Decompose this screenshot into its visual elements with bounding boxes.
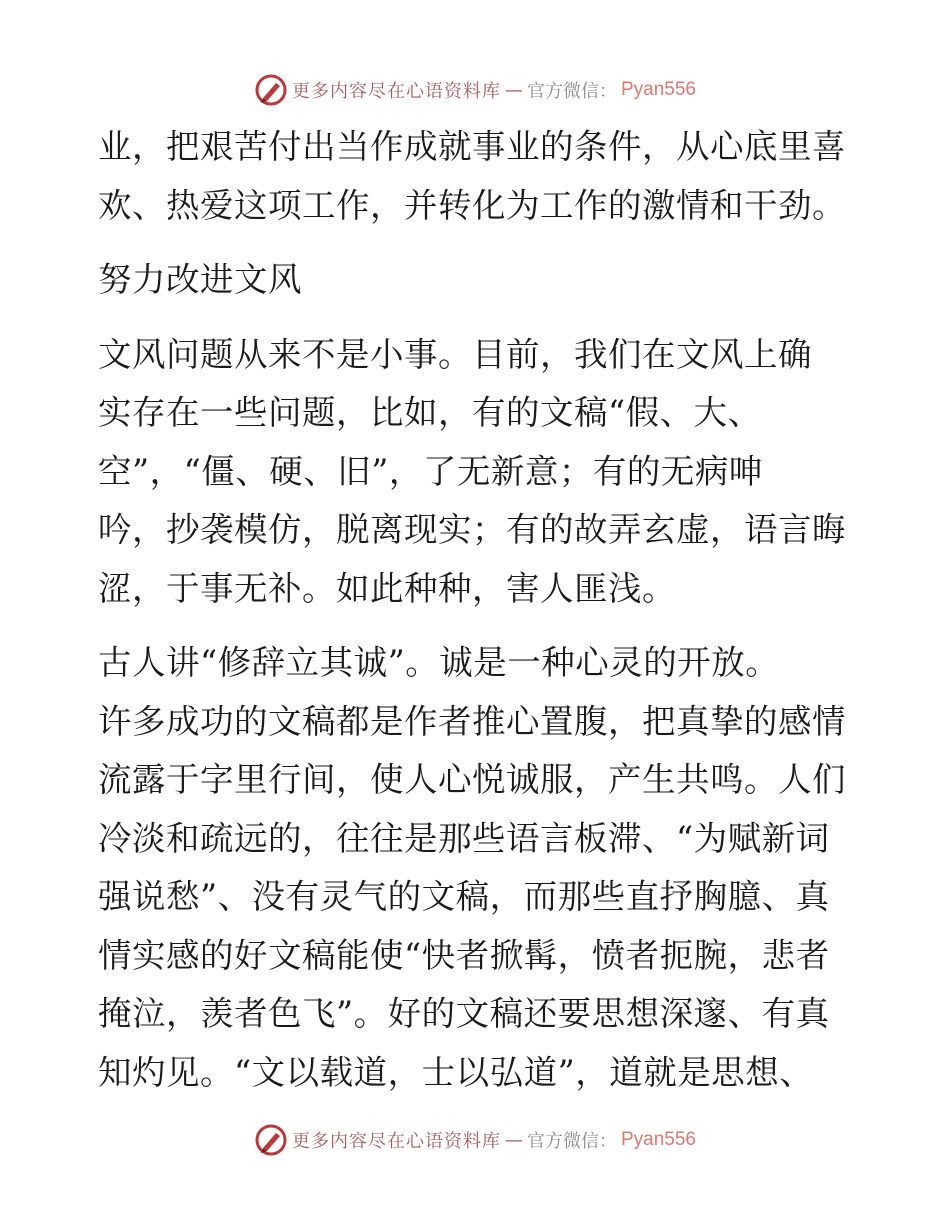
text-line: 涩，于事无补。如此种种，害人匪浅。: [98, 568, 676, 608]
watermark-separator: —: [504, 79, 523, 101]
text-line: 实存在一些问题，比如，有的文稿“假、大、: [98, 393, 762, 432]
pen-logo-icon: [254, 73, 288, 107]
watermark-main-text: 更多内容尽在心语资料库: [291, 81, 501, 102]
text-line: 强说愁”、没有灵气的文稿，而那些直抒胸臆、真: [98, 877, 830, 916]
text-line: 掩泣，羡者色飞”。好的文稿还要思想深邃、有真: [98, 994, 830, 1033]
text-line: 欢、热爱这项工作，并转化为工作的激情和干劲。: [98, 185, 846, 225]
text-line: 空”，“僵、硬、旧”，了无新意；有的无病呻: [98, 451, 763, 491]
watermark-header: [0, 70, 950, 110]
text-line: 流露于字里行间，使人心悦诚服，产生共鸣。人们: [98, 760, 846, 799]
watermark-wechat-label: 官方微信：: [526, 81, 617, 102]
watermark-wechat-id: Pyan556: [620, 1129, 696, 1150]
section-heading: [98, 251, 858, 310]
text-line: 业，把艰苦付出当作成就事业的条件，从心底里喜: [98, 127, 846, 166]
watermark-wechat-label: 官方微信：: [526, 1131, 617, 1152]
text-line: 情实感的好文稿能使“快者掀髯，愤者扼腕，悲者: [98, 935, 830, 975]
paragraph: [98, 634, 858, 1102]
watermark-separator: —: [504, 1129, 523, 1151]
text-line: 吟，抄袭模仿，脱离现实；有的故弄玄虚，语言晦: [98, 510, 846, 549]
text-line: 知灼见。“文以载道，士以弘道”，道就是思想、: [98, 1052, 814, 1092]
paragraph: [98, 118, 858, 235]
text-line: 古人讲“修辞立其诚”。诚是一种心灵的开放。: [98, 643, 780, 682]
text-line: 文风问题从来不是小事。目前，我们在文风上确: [98, 334, 812, 374]
watermark-footer: [0, 1120, 950, 1160]
heading-text: 努力改进文风: [98, 260, 302, 299]
paragraph: [98, 326, 858, 619]
text-line: 许多成功的文稿都是作者推心置腹，把真挚的感情: [98, 701, 846, 741]
watermark-main-text: 更多内容尽在心语资料库: [291, 1131, 501, 1152]
text-line: 冷淡和疏远的，往往是那些语言板滞、“为赋新词: [98, 818, 830, 858]
watermark-wechat-id: Pyan556: [620, 79, 696, 100]
document-body: [98, 118, 858, 1102]
pen-logo-icon: [254, 1123, 288, 1157]
